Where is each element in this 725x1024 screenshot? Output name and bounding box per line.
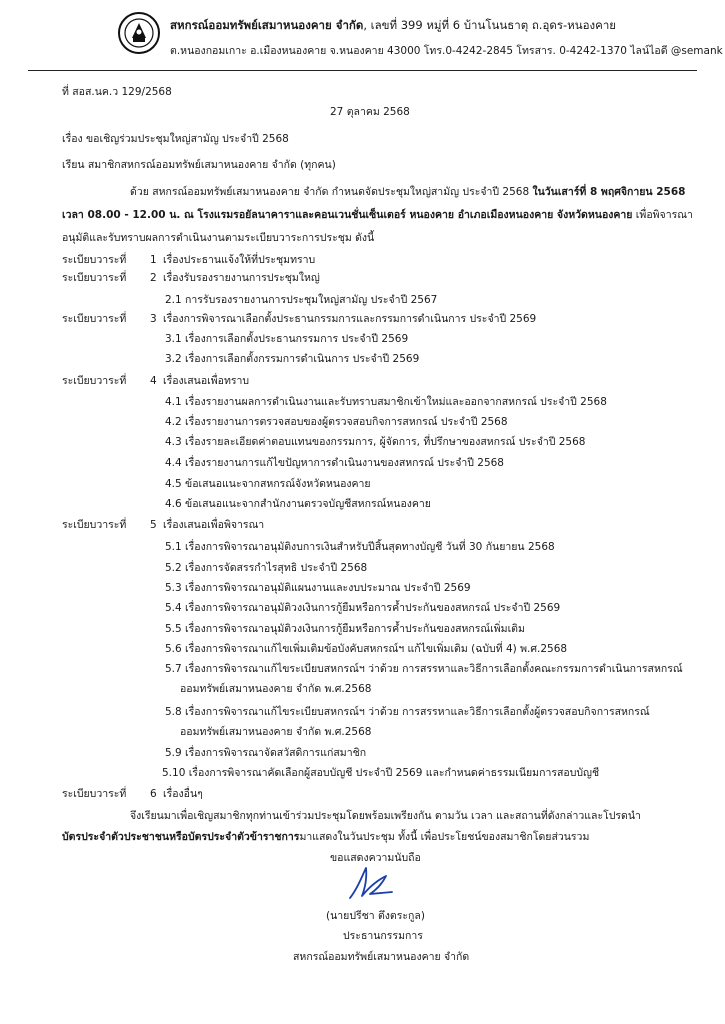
reference-number: ที่ สอส.นค.ว 129/2568 — [62, 86, 172, 98]
agenda-subitem: 4.5 ข้อเสนอแนะจากสหกรณ์จังหวัดหนองคาย — [165, 478, 371, 490]
id-card-requirement: บัตรประจำตัวประชาชนหรือบัตรประจำตัวข้าราชการ — [62, 831, 300, 843]
agenda-subitem: 5.3 เรื่องการพิจารณาอนุมัติแผนงานและงบประมาณ ประจำปี 2569 — [165, 582, 471, 594]
closing-line-2 — [62, 831, 589, 844]
agenda-label: ระเบียบวาระที่ — [62, 788, 127, 800]
org-address-line2: ต.หนองกอมเกาะ อ.เมืองหนองคาย จ.หนองคาย 43000 โทร.0-4242-2845 โทรสาร. 0-4242-1370 ไลน์ไอดี @semank — [170, 45, 723, 57]
signer-organization: สหกรณ์ออมทรัพย์เสมาหนองคาย จำกัด — [293, 951, 470, 963]
agenda-label: ระเบียบวาระที่ — [62, 272, 127, 284]
agenda-subitem: 5.5 เรื่องการพิจารณาอนุมัติวงเงินการกู้ยืมหรือการค้ำประกันของสหกรณ์เพิ่มเติม — [165, 623, 525, 635]
agenda-title: เรื่องรับรองรายงานการประชุมใหญ่ — [163, 272, 320, 284]
intro-line-2-tail: เพื่อพิจารณา — [632, 209, 693, 221]
letter-date: 27 ตุลาคม 2568 — [330, 106, 410, 118]
agenda-subitem: 3.2 เรื่องการเลือกตั้งกรรมการดำเนินการ ประจำปี 2569 — [165, 353, 420, 365]
intro-line-3: อนุมัติและรับทราบผลการดำเนินงานตามระเบียบวาระการประชุม ดังนี้ — [62, 232, 375, 244]
letterhead-divider — [28, 70, 697, 71]
agenda-label: ระเบียบวาระที่ — [62, 313, 127, 325]
agenda-number: 4 — [150, 375, 157, 387]
org-name: สหกรณ์ออมทรัพย์เสมาหนองคาย จำกัด — [170, 18, 364, 32]
agenda-subitem: 4.3 เรื่องรายละเอียดค่าตอบแทนของกรรมการ, ผู้จัดการ, ที่ปรึกษาของสหกรณ์ ประจำปี 2568 — [165, 436, 586, 448]
intro-line-2 — [62, 209, 693, 222]
agenda-subitem: 5.6 เรื่องการพิจารณาแก้ไขเพิ่มเติมข้อบังคับสหกรณ์ฯ แก้ไขเพิ่มเติม (ฉบับที่ 4) พ.ศ.2568 — [165, 643, 568, 655]
org-address-line1: , เลขที่ 399 หมู่ที่ 6 บ้านโนนธาตุ ถ.อุดร-หนองคาย — [363, 18, 617, 32]
agenda-subitem: 3.1 เรื่องการเลือกตั้งประธานกรรมการ ประจำปี 2569 — [165, 333, 409, 345]
letter-recipient: เรียน สมาชิกสหกรณ์ออมทรัพย์เสมาหนองคาย จำกัด (ทุกคน) — [62, 159, 336, 171]
agenda-subitem: 5.4 เรื่องการพิจารณาอนุมัติวงเงินการกู้ยืมหรือการค้ำประกันของสหกรณ์ ประจำปี 2569 — [165, 602, 561, 614]
cooperative-logo-icon — [118, 12, 160, 54]
intro-line-1 — [130, 186, 685, 199]
meeting-time-venue: เวลา 08.00 - 12.00 น. ณ โรงแรมรอยัลนาคาราและคอนเวนชั่นเซ็นเตอร์ หนองคาย อำเภอเมืองหนองคาย จังหวัดหนองคาย — [62, 209, 633, 221]
closing-line-2-rest: มาแสดงในวันประชุม ทั้งนี้ เพื่อประโยชน์ของสมาชิกโดยส่วนรวม — [299, 831, 590, 843]
agenda-number: 6 — [150, 788, 157, 800]
agenda-subitem: 4.2 เรื่องรายงานการตรวจสอบของผู้ตรวจสอบกิจการสหกรณ์ ประจำปี 2568 — [165, 416, 508, 428]
agenda-subitem: 5.8 เรื่องการพิจารณาแก้ไขระเบียบสหกรณ์ฯ ว่าด้วย การสรรหาและวิธีการเลือกตั้งผู้ตรวจสอบกิจการสหกรณ์ — [165, 706, 650, 718]
agenda-subitem: 5.2 เรื่องการจัดสรรกำไรสุทธิ ประจำปี 2568 — [165, 562, 368, 574]
agenda-subitem-continuation: ออมทรัพย์เสมาหนองคาย จำกัด พ.ศ.2568 — [180, 683, 372, 695]
agenda-number: 5 — [150, 519, 157, 531]
agenda-subitem: 5.10 เรื่องการพิจารณาคัดเลือกผู้สอบบัญชี ประจำปี 2569 และกำหนดค่าธรรมเนียมการสอบบัญชี — [162, 767, 600, 779]
agenda-subitem: 2.1 การรับรองรายงานการประชุมใหญ่สามัญ ประจำปี 2567 — [165, 294, 438, 306]
signature-icon — [340, 858, 400, 908]
agenda-title: เรื่องการพิจารณาเลือกตั้งประธานกรรมการและกรรมการดำเนินการ ประจำปี 2569 — [163, 313, 537, 325]
agenda-subitem-continuation: ออมทรัพย์เสมาหนองคาย จำกัด พ.ศ.2568 — [180, 726, 372, 738]
regards: ขอแสดงความนับถือ — [330, 852, 421, 864]
closing-line-1: จึงเรียนมาเพื่อเชิญสมาชิกทุกท่านเข้าร่วมประชุมโดยพร้อมเพรียงกัน ตามวัน เวลา และสถานที่ดังกล่าวและโปรดนำ — [130, 810, 641, 822]
agenda-number: 3 — [150, 313, 157, 325]
agenda-label: ระเบียบวาระที่ — [62, 519, 127, 531]
intro-line-1-text: ด้วย สหกรณ์ออมทรัพย์เสมาหนองคาย จำกัด กำหนดจัดประชุมใหญ่สามัญ ประจำปี 2568 — [130, 186, 533, 198]
signer-name: (นายปรีชา ตึงตระกูล) — [326, 910, 425, 922]
agenda-number: 2 — [150, 272, 157, 284]
agenda-subitem: 4.1 เรื่องรายงานผลการดำเนินงานและรับทราบสมาชิกเข้าใหม่และออกจากสหกรณ์ ประจำปี 2568 — [165, 396, 607, 408]
agenda-subitem: 4.4 เรื่องรายงานการแก้ไขปัญหาการดำเนินงานของสหกรณ์ ประจำปี 2568 — [165, 457, 504, 469]
agenda-subitem: 5.7 เรื่องการพิจารณาแก้ไขระเบียบสหกรณ์ฯ ว่าด้วย การสรรหาและวิธีการเลือกตั้งคณะกรรมการดำเนินการสหกรณ์ — [165, 663, 683, 675]
agenda-label: ระเบียบวาระที่ — [62, 254, 127, 266]
agenda-title: เรื่องเสนอเพื่อทราบ — [163, 375, 250, 387]
agenda-subitem: 5.1 เรื่องการพิจารณาอนุมัติงบการเงินสำหรับปีสิ้นสุดทางบัญชี วันที่ 30 กันยายน 2568 — [165, 541, 555, 553]
agenda-label: ระเบียบวาระที่ — [62, 375, 127, 387]
agenda-subitem: 5.9 เรื่องการพิจารณาจัดสวัสดิการแก่สมาชิก — [165, 747, 367, 759]
agenda-subitem: 4.6 ข้อเสนอแนะจากสำนักงานตรวจบัญชีสหกรณ์หนองคาย — [165, 498, 431, 510]
agenda-title: เรื่องอื่นๆ — [163, 788, 203, 800]
signer-position: ประธานกรรมการ — [343, 930, 423, 942]
letter-subject: เรื่อง ขอเชิญร่วมประชุมใหญ่สามัญ ประจำปี 2568 — [62, 133, 289, 145]
agenda-title: เรื่องประธานแจ้งให้ที่ประชุมทราบ — [163, 254, 316, 266]
meeting-date: ในวันเสาร์ที่ 8 พฤศจิกายน 2568 — [532, 186, 686, 198]
letterhead-org — [170, 17, 616, 35]
agenda-title: เรื่องเสนอเพื่อพิจารณา — [163, 519, 265, 531]
agenda-number: 1 — [150, 254, 157, 266]
